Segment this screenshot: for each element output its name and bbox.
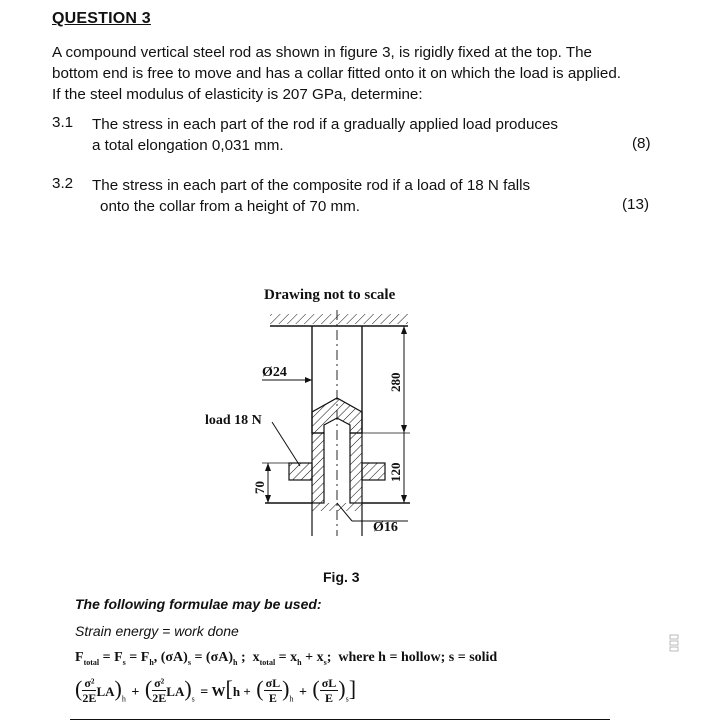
part-line: onto the collar from a height of 70 mm. (100, 198, 361, 215)
inner-diameter-label: Ø16 (373, 520, 398, 535)
collar-left (289, 463, 312, 480)
dim-arrow (305, 377, 312, 383)
fall-height-label: 70 (252, 481, 267, 494)
part-line: The stress in each part of the composite rod if a load of 18 N falls (92, 177, 531, 194)
marks-label: (13) (622, 196, 650, 213)
margin-mark-icon (669, 634, 679, 652)
intro-line: If the steel modulus of elasticity is 207 GPa, determine: (52, 86, 423, 103)
part-line: The stress in each part of the rod if a gradually applied load produces (92, 116, 559, 133)
energy-equation: ( $\frac{\text{σ²}}{2E}$ $LA)_h$ + ( $\frac{\text{σ²}}{2E}$ $LA)_s = W[h$ + ( $\frac{\sigma L}{E}$ )$_h$ + ( $\frac{\sigma L}{E}$ )$_s$] (75, 676, 357, 706)
force-formula: $F_{total} = F_s = F_h$, $(\sigma A)_s = (\sigma A)_h$ ; $x_{total} = x_h + x_s$; where h = hollow; s = solid (75, 650, 498, 667)
top-length-label: 280 (388, 372, 403, 392)
page-rule (70, 719, 610, 720)
figure-title: Drawing not to scale (264, 287, 396, 303)
dim-arrow (265, 463, 271, 471)
intro-line: A compound vertical steel rod as shown in figure 3, is rigidly fixed at the top. The (52, 44, 593, 61)
question-title: QUESTION 3 (52, 10, 151, 27)
dim-arrow (401, 425, 407, 433)
dim-arrow (265, 495, 271, 503)
load-leader (272, 422, 300, 466)
formula-heading: The following formulae may be used: (75, 596, 322, 612)
part-line: a total elongation 0,031 mm. (92, 137, 284, 154)
hollow-wall-right (350, 433, 362, 503)
part-number: 3.2 (52, 175, 74, 192)
load-label: load 18 N (205, 413, 262, 428)
fixed-support (270, 314, 408, 324)
strain-energy-text: Strain energy = work done (75, 623, 239, 639)
hollow-wall-left (312, 433, 324, 503)
part-number: 3.1 (52, 114, 74, 131)
dim-arrow (401, 326, 407, 334)
dim-arrow (401, 495, 407, 503)
collar-right (362, 463, 385, 480)
outer-diameter-label: Ø24 (262, 365, 287, 380)
marks-label: (8) (632, 135, 651, 152)
intro-line: bottom end is free to move and has a collar fitted onto it on which the load is applied. (52, 65, 622, 82)
figure-caption: Fig. 3 (323, 569, 360, 585)
bottom-length-label: 120 (388, 462, 403, 482)
